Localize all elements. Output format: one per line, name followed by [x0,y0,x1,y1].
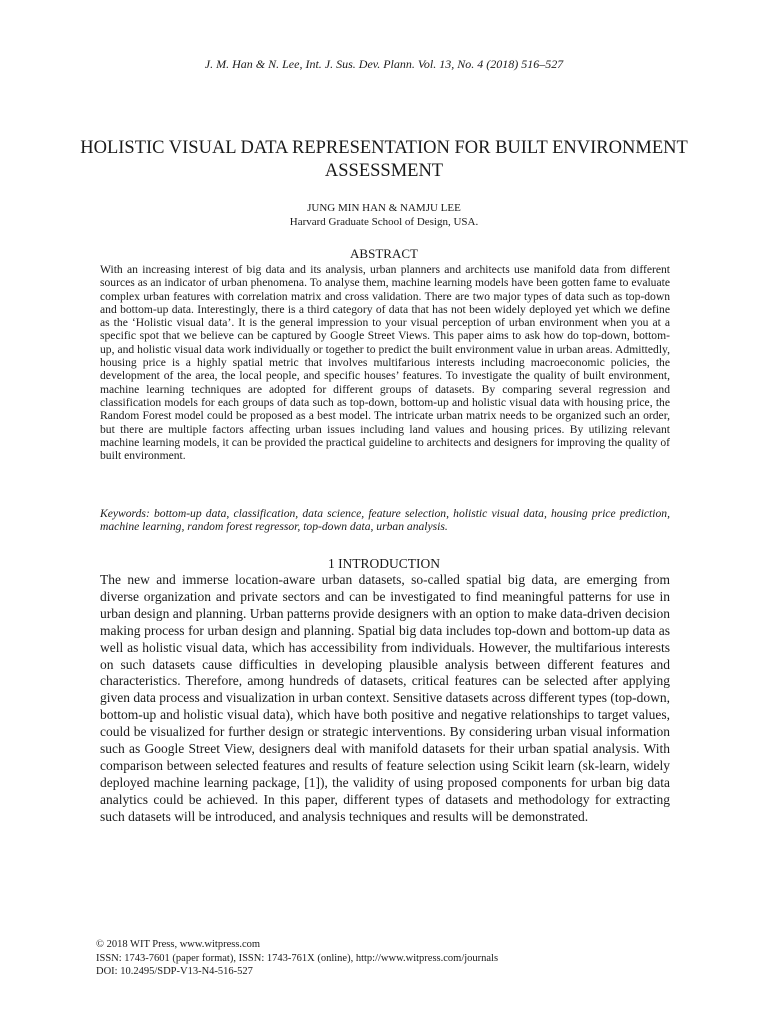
keywords-label: Keywords: [100,507,150,520]
footer-copyright: © 2018 WIT Press, www.witpress.com [96,939,261,950]
authors: JUNG MIN HAN & NAMJU LEE [307,202,461,214]
abstract-heading: ABSTRACT [350,246,418,261]
introduction-text: The new and immerse location-aware urban datasets, so-called spatial big data, are emerging from diverse organization and private sectors and can be investigated to find meaningful patterns for use in urban design and planning. Urban patterns provide designers with an option to make data-driven decision making process for urban design and planning. Spatial big data includes top-down and bottom-up data as well as holistic visual data, which has accessibility from individuals. However, the multifarious interests on such datasets cause difficulties in developing plausible analysis between different features and characteristics. Therefore, among hundreds of datasets, critical features can be selected after applying given data process and visualization in urban context. Sensitive datasets across different types (top-down, bottom-up and holistic visual data), which have both positive and negative relationships to target values, could be visualized for further design or strategic interventions. By considering urban visual information such as Google Street View, designers deal with manifold datasets for their urban spatial analysis. With comparison between selected features and results of feature selection using Scikit learn (sk-learn, widely deployed machine learning package, [1]), the validity of using proposed components for urban big data analytics could be achieved. In this paper, different types of datasets and methodology for extracting such datasets will be introduced, and analysis techniques and results will be demonstrated. [100,572,670,824]
footer-issn: ISSN: 1743-7601 (paper format), ISSN: 1743-761X (online), http://www.witpress.com/journals [96,952,499,964]
paper-title: HOLISTIC VISUAL DATA REPRESENTATION FOR BUILT ENVIRONMENT ASSESSMENT [80,138,688,181]
keywords [100,507,670,534]
keywords-text: bottom-up data, classification, data science, feature selection, holistic visual data, housing price prediction, machine learning, random forest regressor, top-down data, urban analysis. [100,507,670,534]
page-footer [96,938,696,979]
abstract-text: With an increasing interest of big data and its analysis, urban planners and architects use manifold data from different sources as an indicator of urban phenomena. To analyse them, machine learning models have been gotten fame to evaluate complex urban features with correlation matrix and cross validation. There are two major types of data such as top-down and bottom-up data. Interestingly, there is a third category of data that has not been widely deployed yet which we define as the ‘Holistic visual data’. It is the general impression to your visual perception of urban environment when you at a specific spot that we believe can be captured by Google Street Views. This paper aims to ask how do top-down, bottom-up, and holistic visual data work individually or together to predict the built environment value in urban areas. Admittedly, housing price is a highly spatial metric that involves multifarious interests including macroeconomic policies, the development of the area, the local people, and specific houses’ features. To investigate the quality of built environment, machine learning techniques are adopted for different groups of datasets. By comparing several regression and classification models for each groups of data such as top-down, bottom-up and holistic visual data with housing price, the Random Forest model could be proposed as a best model. The intricate urban matrix needs to be organized such an order, but there are multiple factors affecting urban issues including land values and housing prices. By utilizing relevant machine learning models, it can be provided the practical guideline to architects and designers for improving the quality of built environment. [100,263,670,463]
footer-doi: DOI: 10.2495/SDP-V13-N4-516-527 [96,966,253,977]
affiliation: Harvard Graduate School of Design, USA. [289,216,479,228]
running-head: J. M. Han & N. Lee, Int. J. Sus. Dev. Plann. Vol. 13, No. 4 (2018) 516–527 [204,57,564,71]
section-heading-introduction: 1 INTRODUCTION [327,556,441,571]
